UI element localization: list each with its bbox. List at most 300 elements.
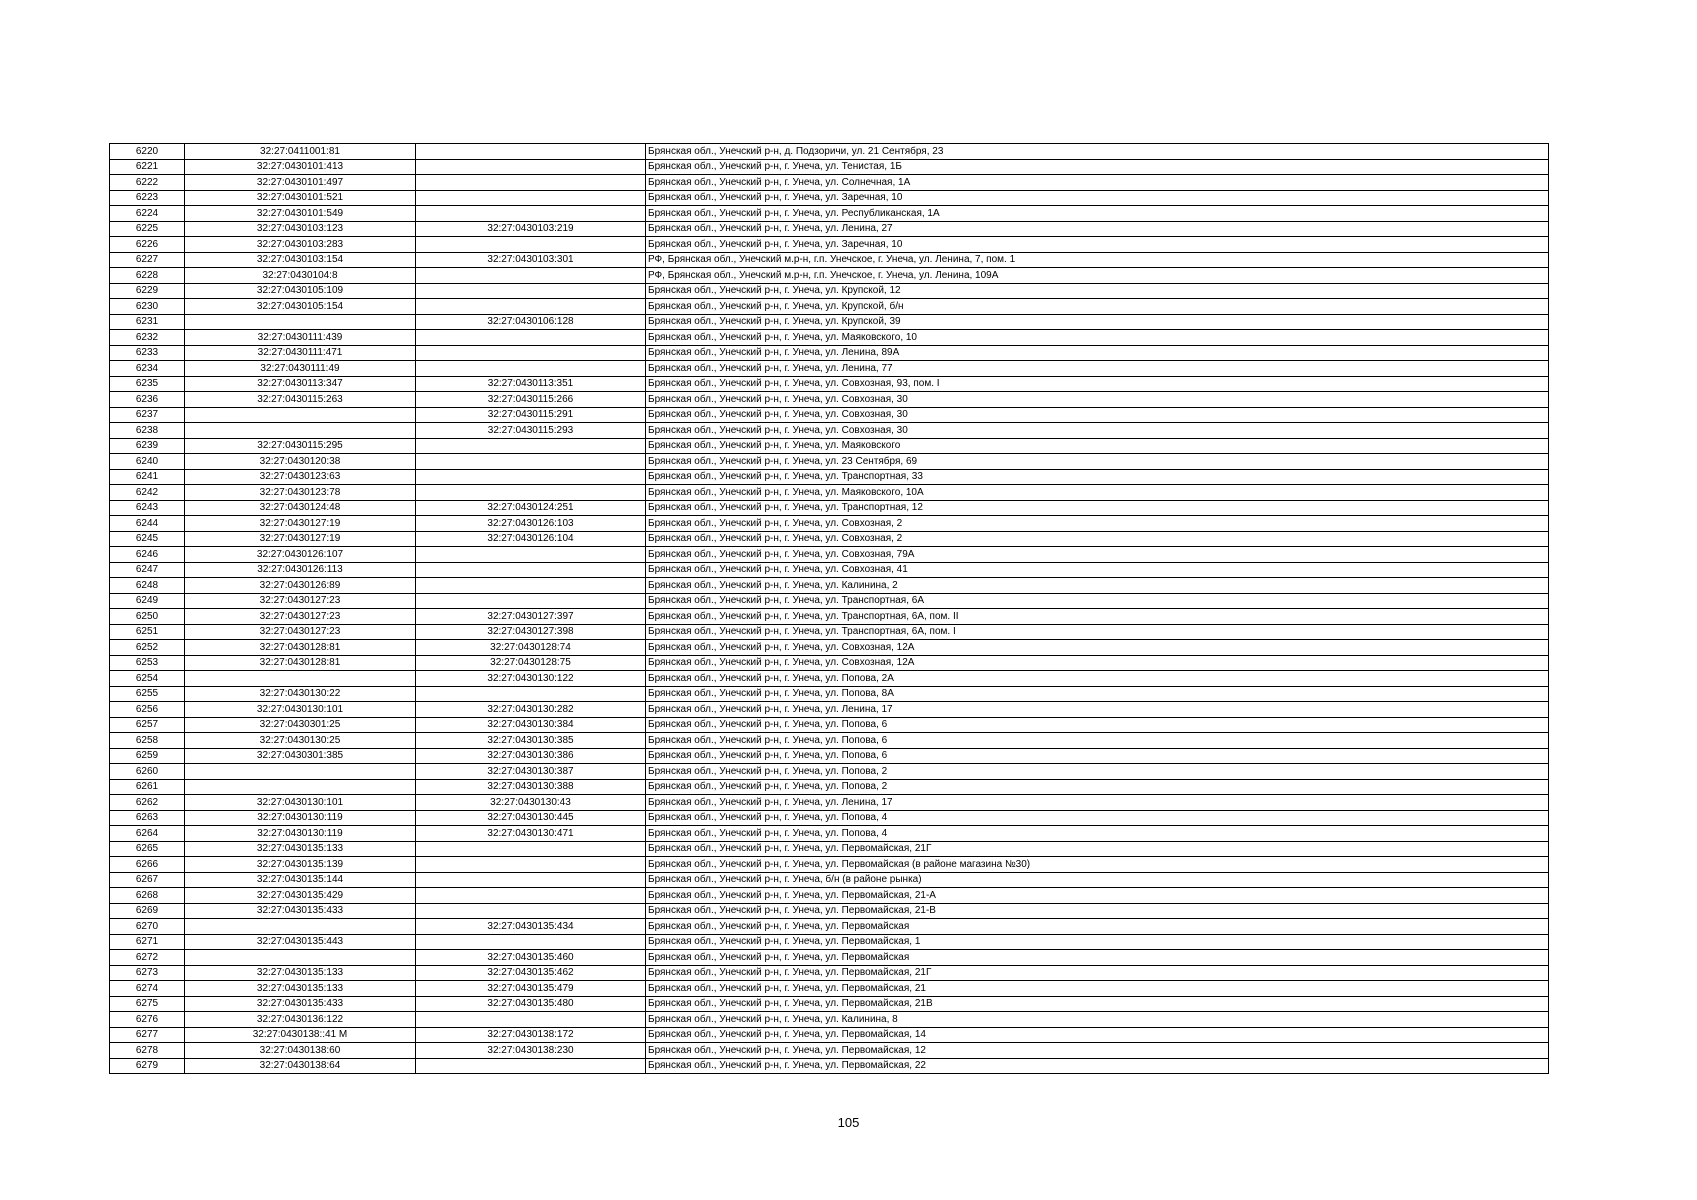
- cadastral-number-object-cell: 32:27:0430115:291: [416, 407, 646, 423]
- table-row: [110, 283, 1549, 299]
- address-cell: Брянская обл., Унечский р-н, г. Унеча, ул. Попова, 4: [646, 826, 1549, 842]
- address-cell: Брянская обл., Унечский р-н, г. Унеча, ул. Первомайская, 21В: [646, 996, 1549, 1012]
- table-row: [110, 221, 1549, 237]
- row-number-cell: 6250: [110, 609, 185, 625]
- table-row: [110, 702, 1549, 718]
- row-number-cell: 6270: [110, 919, 185, 935]
- cadastral-number-parcel-cell: 32:27:0430123:63: [185, 469, 416, 485]
- cadastral-number-object-cell: 32:27:0430113:351: [416, 376, 646, 392]
- row-number-cell: 6234: [110, 361, 185, 377]
- cadastral-number-parcel-cell: 32:27:0430135:433: [185, 903, 416, 919]
- cadastral-number-parcel-cell: 32:27:0430101:413: [185, 159, 416, 175]
- table-body: [110, 144, 1549, 1074]
- table-row: [110, 299, 1549, 315]
- address-cell: Брянская обл., Унечский р-н, г. Унеча, ул. Маяковского, 10: [646, 330, 1549, 346]
- table-row: [110, 252, 1549, 268]
- table-row: [110, 593, 1549, 609]
- table-row: [110, 454, 1549, 470]
- row-number-cell: 6233: [110, 345, 185, 361]
- address-cell: Брянская обл., Унечский р-н, г. Унеча, ул. Первомайская: [646, 950, 1549, 966]
- table-row: [110, 903, 1549, 919]
- row-number-cell: 6269: [110, 903, 185, 919]
- cadastral-number-parcel-cell: 32:27:0430111:439: [185, 330, 416, 346]
- table-row: [110, 888, 1549, 904]
- cadastral-number-parcel-cell: 32:27:0430111:471: [185, 345, 416, 361]
- cadastral-number-parcel-cell: 32:27:0430138::41 М: [185, 1027, 416, 1043]
- row-number-cell: 6261: [110, 779, 185, 795]
- cadastral-number-parcel-cell: 32:27:0430126:107: [185, 547, 416, 563]
- address-cell: Брянская обл., Унечский р-н, г. Унеча, ул. Первомайская, 22: [646, 1058, 1549, 1074]
- cadastral-number-parcel-cell: 32:27:0430130:101: [185, 702, 416, 718]
- table-row: [110, 361, 1549, 377]
- address-cell: Брянская обл., Унечский р-н, г. Унеча, ул. Совхозная, 79А: [646, 547, 1549, 563]
- address-cell: Брянская обл., Унечский р-н, г. Унеча, ул. Совхозная, 41: [646, 562, 1549, 578]
- row-number-cell: 6227: [110, 252, 185, 268]
- address-cell: РФ, Брянская обл., Унечский м.р-н, г.п. Унечское, г. Унеча, ул. Ленина, 109А: [646, 268, 1549, 284]
- row-number-cell: 6242: [110, 485, 185, 501]
- address-cell: Брянская обл., Унечский р-н, г. Унеча, ул. Первомайская, 21-А: [646, 888, 1549, 904]
- row-number-cell: 6252: [110, 640, 185, 656]
- address-cell: Брянская обл., Унечский р-н, г. Унеча, ул. Первомайская (в районе магазина №30): [646, 857, 1549, 873]
- cadastral-number-object-cell: 32:27:0430126:104: [416, 531, 646, 547]
- table-row: [110, 764, 1549, 780]
- table-row: [110, 1027, 1549, 1043]
- address-cell: Брянская обл., Унечский р-н, г. Унеча, ул. Совхозная, 12А: [646, 655, 1549, 671]
- address-cell: Брянская обл., Унечский р-н, г. Унеча, ул. Крупской, 12: [646, 283, 1549, 299]
- cadastral-number-object-cell: 32:27:0430130:388: [416, 779, 646, 795]
- table-row: [110, 655, 1549, 671]
- row-number-cell: 6235: [110, 376, 185, 392]
- cadastral-number-object-cell: [416, 578, 646, 594]
- cadastral-number-object-cell: [416, 469, 646, 485]
- row-number-cell: 6245: [110, 531, 185, 547]
- address-cell: Брянская обл., Унечский р-н, г. Унеча, ул. Первомайская, 21Г: [646, 965, 1549, 981]
- cadastral-table: [109, 143, 1549, 1074]
- table-row: [110, 919, 1549, 935]
- table-row: [110, 516, 1549, 532]
- address-cell: Брянская обл., Унечский р-н, г. Унеча, ул. Совхозная, 12А: [646, 640, 1549, 656]
- row-number-cell: 6271: [110, 934, 185, 950]
- cadastral-number-parcel-cell: 32:27:0430130:119: [185, 826, 416, 842]
- cadastral-number-object-cell: 32:27:0430128:75: [416, 655, 646, 671]
- row-number-cell: 6259: [110, 748, 185, 764]
- cadastral-number-parcel-cell: 32:27:0430130:25: [185, 733, 416, 749]
- row-number-cell: 6236: [110, 392, 185, 408]
- row-number-cell: 6241: [110, 469, 185, 485]
- cadastral-number-object-cell: [416, 330, 646, 346]
- row-number-cell: 6266: [110, 857, 185, 873]
- address-cell: Брянская обл., Унечский р-н, г. Унеча, ул. Попова, 6: [646, 717, 1549, 733]
- cadastral-number-parcel-cell: 32:27:0430103:123: [185, 221, 416, 237]
- row-number-cell: 6276: [110, 1012, 185, 1028]
- page-number: 105: [837, 1115, 860, 1130]
- row-number-cell: 6273: [110, 965, 185, 981]
- cadastral-number-object-cell: [416, 857, 646, 873]
- table-row: [110, 268, 1549, 284]
- cadastral-number-object-cell: [416, 175, 646, 191]
- cadastral-number-parcel-cell: 32:27:0430135:433: [185, 996, 416, 1012]
- row-number-cell: 6223: [110, 190, 185, 206]
- cadastral-number-object-cell: [416, 888, 646, 904]
- table-row: [110, 733, 1549, 749]
- cadastral-number-object-cell: [416, 237, 646, 253]
- cadastral-number-parcel-cell: 32:27:0430124:48: [185, 500, 416, 516]
- cadastral-number-parcel-cell: 32:27:0430113:347: [185, 376, 416, 392]
- row-number-cell: 6237: [110, 407, 185, 423]
- row-number-cell: 6253: [110, 655, 185, 671]
- row-number-cell: 6262: [110, 795, 185, 811]
- cadastral-number-parcel-cell: 32:27:0430126:89: [185, 578, 416, 594]
- table-row: [110, 144, 1549, 160]
- address-cell: Брянская обл., Унечский р-н, г. Унеча, ул. Попова, 6: [646, 733, 1549, 749]
- cadastral-number-object-cell: 32:27:0430135:479: [416, 981, 646, 997]
- cadastral-number-parcel-cell: 32:27:0430104:8: [185, 268, 416, 284]
- row-number-cell: 6274: [110, 981, 185, 997]
- cadastral-number-object-cell: 32:27:0430130:471: [416, 826, 646, 842]
- table-row: [110, 686, 1549, 702]
- row-number-cell: 6220: [110, 144, 185, 160]
- cadastral-number-object-cell: 32:27:0430127:397: [416, 609, 646, 625]
- cadastral-number-parcel-cell: [185, 671, 416, 687]
- address-cell: Брянская обл., Унечский р-н, г. Унеча, ул. Тенистая, 1Б: [646, 159, 1549, 175]
- cadastral-number-parcel-cell: 32:27:0430135:429: [185, 888, 416, 904]
- table-row: [110, 438, 1549, 454]
- address-cell: Брянская обл., Унечский р-н, г. Унеча, ул. Транспортная, 33: [646, 469, 1549, 485]
- address-cell: Брянская обл., Унечский р-н, г. Унеча, ул. Транспортная, 6А, пом. II: [646, 609, 1549, 625]
- cadastral-number-parcel-cell: [185, 779, 416, 795]
- cadastral-number-parcel-cell: [185, 423, 416, 439]
- cadastral-number-object-cell: [416, 361, 646, 377]
- cadastral-number-object-cell: 32:27:0430130:445: [416, 810, 646, 826]
- cadastral-number-object-cell: 32:27:0430103:301: [416, 252, 646, 268]
- table-row: [110, 407, 1549, 423]
- cadastral-number-parcel-cell: 32:27:0430115:263: [185, 392, 416, 408]
- cadastral-number-object-cell: [416, 841, 646, 857]
- address-cell: Брянская обл., Унечский р-н, г. Унеча, ул. Заречная, 10: [646, 190, 1549, 206]
- table-row: [110, 485, 1549, 501]
- cadastral-number-parcel-cell: 32:27:0430105:154: [185, 299, 416, 315]
- cadastral-number-object-cell: 32:27:0430106:128: [416, 314, 646, 330]
- cadastral-number-parcel-cell: 32:27:0430130:22: [185, 686, 416, 702]
- table-row: [110, 640, 1549, 656]
- cadastral-number-object-cell: [416, 190, 646, 206]
- row-number-cell: 6257: [110, 717, 185, 733]
- row-number-cell: 6239: [110, 438, 185, 454]
- address-cell: Брянская обл., Унечский р-н, г. Унеча, ул. Республиканская, 1А: [646, 206, 1549, 222]
- cadastral-number-object-cell: [416, 903, 646, 919]
- cadastral-number-object-cell: [416, 206, 646, 222]
- cadastral-number-parcel-cell: 32:27:0430135:133: [185, 841, 416, 857]
- cadastral-number-parcel-cell: 32:27:0430123:78: [185, 485, 416, 501]
- cadastral-number-object-cell: 32:27:0430130:387: [416, 764, 646, 780]
- cadastral-number-object-cell: 32:27:0430135:460: [416, 950, 646, 966]
- cadastral-number-parcel-cell: 32:27:0430135:139: [185, 857, 416, 873]
- cadastral-number-object-cell: [416, 562, 646, 578]
- cadastral-number-object-cell: 32:27:0430138:230: [416, 1043, 646, 1059]
- table-row: [110, 423, 1549, 439]
- cadastral-number-object-cell: 32:27:0430130:386: [416, 748, 646, 764]
- table-row: [110, 965, 1549, 981]
- address-cell: Брянская обл., Унечский р-н, г. Унеча, ул. Транспортная, 6А: [646, 593, 1549, 609]
- row-number-cell: 6279: [110, 1058, 185, 1074]
- row-number-cell: 6268: [110, 888, 185, 904]
- table-row: [110, 826, 1549, 842]
- cadastral-number-object-cell: [416, 872, 646, 888]
- cadastral-number-object-cell: [416, 268, 646, 284]
- row-number-cell: 6222: [110, 175, 185, 191]
- row-number-cell: 6224: [110, 206, 185, 222]
- cadastral-number-parcel-cell: 32:27:0430127:23: [185, 609, 416, 625]
- cadastral-number-object-cell: 32:27:0430103:219: [416, 221, 646, 237]
- cadastral-number-object-cell: [416, 159, 646, 175]
- row-number-cell: 6263: [110, 810, 185, 826]
- address-cell: Брянская обл., Унечский р-н, г. Унеча, ул. Попова, 2: [646, 779, 1549, 795]
- table-row: [110, 190, 1549, 206]
- address-cell: Брянская обл., Унечский р-н, г. Унеча, ул. Маяковского: [646, 438, 1549, 454]
- row-number-cell: 6265: [110, 841, 185, 857]
- cadastral-number-parcel-cell: 32:27:0430136:122: [185, 1012, 416, 1028]
- table-row: [110, 562, 1549, 578]
- cadastral-number-object-cell: 32:27:0430135:434: [416, 919, 646, 935]
- address-cell: Брянская обл., Унечский р-н, г. Унеча, ул. Попова, 2А: [646, 671, 1549, 687]
- row-number-cell: 6275: [110, 996, 185, 1012]
- cadastral-number-object-cell: 32:27:0430115:266: [416, 392, 646, 408]
- address-cell: Брянская обл., Унечский р-н, г. Унеча, ул. Попова, 4: [646, 810, 1549, 826]
- cadastral-number-parcel-cell: 32:27:0430115:295: [185, 438, 416, 454]
- address-cell: Брянская обл., Унечский р-н, г. Унеча, ул. Крупской, 39: [646, 314, 1549, 330]
- row-number-cell: 6226: [110, 237, 185, 253]
- cadastral-number-parcel-cell: 32:27:0430103:154: [185, 252, 416, 268]
- table-row: [110, 314, 1549, 330]
- table-row: [110, 578, 1549, 594]
- address-cell: Брянская обл., Унечский р-н, г. Унеча, ул. Ленина, 77: [646, 361, 1549, 377]
- cadastral-number-parcel-cell: 32:27:0430135:144: [185, 872, 416, 888]
- address-cell: Брянская обл., Унечский р-н, г. Унеча, ул. Попова, 2: [646, 764, 1549, 780]
- cadastral-number-object-cell: 32:27:0430130:384: [416, 717, 646, 733]
- table-row: [110, 671, 1549, 687]
- cadastral-number-object-cell: 32:27:0430130:43: [416, 795, 646, 811]
- address-cell: Брянская обл., Унечский р-н, г. Унеча, ул. Ленина, 27: [646, 221, 1549, 237]
- cadastral-number-parcel-cell: 32:27:0430126:113: [185, 562, 416, 578]
- cadastral-number-parcel-cell: 32:27:0430301:385: [185, 748, 416, 764]
- address-cell: Брянская обл., Унечский р-н, г. Унеча, ул. Первомайская, 21: [646, 981, 1549, 997]
- address-cell: Брянская обл., Унечский р-н, г. Унеча, ул. Совхозная, 30: [646, 407, 1549, 423]
- cadastral-number-parcel-cell: 32:27:0430127:23: [185, 593, 416, 609]
- address-cell: Брянская обл., Унечский р-н, г. Унеча, ул. Совхозная, 93, пом. I: [646, 376, 1549, 392]
- cadastral-number-parcel-cell: 32:27:0430101:521: [185, 190, 416, 206]
- row-number-cell: 6231: [110, 314, 185, 330]
- table-row: [110, 159, 1549, 175]
- table-row: [110, 547, 1549, 563]
- row-number-cell: 6232: [110, 330, 185, 346]
- table-row: [110, 531, 1549, 547]
- address-cell: Брянская обл., Унечский р-н, г. Унеча, ул. Первомайская, 1: [646, 934, 1549, 950]
- cadastral-number-parcel-cell: [185, 950, 416, 966]
- cadastral-number-parcel-cell: 32:27:0411001:81: [185, 144, 416, 160]
- cadastral-number-parcel-cell: [185, 407, 416, 423]
- row-number-cell: 6243: [110, 500, 185, 516]
- table-row: [110, 469, 1549, 485]
- cadastral-number-parcel-cell: 32:27:0430105:109: [185, 283, 416, 299]
- table-row: [110, 345, 1549, 361]
- row-number-cell: 6238: [110, 423, 185, 439]
- cadastral-number-object-cell: 32:27:0430138:172: [416, 1027, 646, 1043]
- cadastral-number-parcel-cell: 32:27:0430120:38: [185, 454, 416, 470]
- table-row: [110, 857, 1549, 873]
- cadastral-number-object-cell: [416, 1012, 646, 1028]
- cadastral-number-parcel-cell: 32:27:0430127:19: [185, 516, 416, 532]
- cadastral-number-object-cell: 32:27:0430126:103: [416, 516, 646, 532]
- cadastral-number-object-cell: [416, 547, 646, 563]
- row-number-cell: 6230: [110, 299, 185, 315]
- table-row: [110, 996, 1549, 1012]
- address-cell: Брянская обл., Унечский р-н, г. Унеча, ул. Калинина, 8: [646, 1012, 1549, 1028]
- cadastral-number-object-cell: [416, 144, 646, 160]
- cadastral-number-parcel-cell: 32:27:0430135:443: [185, 934, 416, 950]
- row-number-cell: 6277: [110, 1027, 185, 1043]
- cadastral-number-object-cell: [416, 283, 646, 299]
- cadastral-number-object-cell: [416, 438, 646, 454]
- cadastral-number-parcel-cell: [185, 764, 416, 780]
- row-number-cell: 6247: [110, 562, 185, 578]
- table-row: [110, 810, 1549, 826]
- table-row: [110, 795, 1549, 811]
- table-row: [110, 841, 1549, 857]
- address-cell: Брянская обл., Унечский р-н, г. Унеча, ул. 23 Сентября, 69: [646, 454, 1549, 470]
- cadastral-number-object-cell: 32:27:0430135:462: [416, 965, 646, 981]
- address-cell: Брянская обл., Унечский р-н, г. Унеча, ул. Совхозная, 2: [646, 531, 1549, 547]
- table-row: [110, 392, 1549, 408]
- row-number-cell: 6244: [110, 516, 185, 532]
- address-cell: Брянская обл., Унечский р-н, г. Унеча, ул. Крупской, б/н: [646, 299, 1549, 315]
- cadastral-number-object-cell: [416, 686, 646, 702]
- cadastral-number-parcel-cell: 32:27:0430101:549: [185, 206, 416, 222]
- cadastral-number-parcel-cell: 32:27:0430135:133: [185, 965, 416, 981]
- cadastral-number-parcel-cell: 32:27:0430101:497: [185, 175, 416, 191]
- cadastral-number-object-cell: [416, 454, 646, 470]
- row-number-cell: 6251: [110, 624, 185, 640]
- cadastral-number-parcel-cell: 32:27:0430130:101: [185, 795, 416, 811]
- row-number-cell: 6248: [110, 578, 185, 594]
- cadastral-number-parcel-cell: 32:27:0430128:81: [185, 655, 416, 671]
- cadastral-number-object-cell: [416, 593, 646, 609]
- cadastral-number-parcel-cell: 32:27:0430138:64: [185, 1058, 416, 1074]
- cadastral-number-object-cell: 32:27:0430124:251: [416, 500, 646, 516]
- row-number-cell: 6221: [110, 159, 185, 175]
- address-cell: Брянская обл., Унечский р-н, г. Унеча, ул. Первомайская, 21-В: [646, 903, 1549, 919]
- row-number-cell: 6225: [110, 221, 185, 237]
- row-number-cell: 6260: [110, 764, 185, 780]
- cadastral-number-parcel-cell: 32:27:0430301:25: [185, 717, 416, 733]
- table-row: [110, 950, 1549, 966]
- cadastral-number-object-cell: [416, 299, 646, 315]
- address-cell: РФ, Брянская обл., Унечский м.р-н, г.п. Унечское, г. Унеча, ул. Ленина, 7, пом. 1: [646, 252, 1549, 268]
- cadastral-number-object-cell: [416, 485, 646, 501]
- address-cell: Брянская обл., Унечский р-н, г. Унеча, б/н (в районе рынка): [646, 872, 1549, 888]
- address-cell: Брянская обл., Унечский р-н, г. Унеча, ул. Попова, 8А: [646, 686, 1549, 702]
- table-row: [110, 376, 1549, 392]
- cadastral-number-object-cell: 32:27:0430130:282: [416, 702, 646, 718]
- address-cell: Брянская обл., Унечский р-н, д. Подзоричи, ул. 21 Сентября, 23: [646, 144, 1549, 160]
- address-cell: Брянская обл., Унечский р-н, г. Унеча, ул. Первомайская, 12: [646, 1043, 1549, 1059]
- cadastral-number-parcel-cell: 32:27:0430127:19: [185, 531, 416, 547]
- address-cell: Брянская обл., Унечский р-н, г. Унеча, ул. Совхозная, 30: [646, 423, 1549, 439]
- table-row: [110, 717, 1549, 733]
- table-row: [110, 934, 1549, 950]
- address-cell: Брянская обл., Унечский р-н, г. Унеча, ул. Ленина, 89А: [646, 345, 1549, 361]
- table-row: [110, 609, 1549, 625]
- address-cell: Брянская обл., Унечский р-н, г. Унеча, ул. Первомайская: [646, 919, 1549, 935]
- row-number-cell: 6228: [110, 268, 185, 284]
- row-number-cell: 6278: [110, 1043, 185, 1059]
- address-cell: Брянская обл., Унечский р-н, г. Унеча, ул. Попова, 6: [646, 748, 1549, 764]
- address-cell: Брянская обл., Унечский р-н, г. Унеча, ул. Совхозная, 30: [646, 392, 1549, 408]
- table-row: [110, 237, 1549, 253]
- cadastral-number-parcel-cell: 32:27:0430111:49: [185, 361, 416, 377]
- address-cell: Брянская обл., Унечский р-н, г. Унеча, ул. Совхозная, 2: [646, 516, 1549, 532]
- cadastral-number-object-cell: 32:27:0430130:385: [416, 733, 646, 749]
- cadastral-number-parcel-cell: 32:27:0430130:119: [185, 810, 416, 826]
- table-row: [110, 779, 1549, 795]
- cadastral-number-object-cell: 32:27:0430128:74: [416, 640, 646, 656]
- table-row: [110, 1058, 1549, 1074]
- address-cell: Брянская обл., Унечский р-н, г. Унеча, ул. Первомайская, 21Г: [646, 841, 1549, 857]
- address-cell: Брянская обл., Унечский р-н, г. Унеча, ул. Заречная, 10: [646, 237, 1549, 253]
- table-row: [110, 206, 1549, 222]
- table-row: [110, 872, 1549, 888]
- row-number-cell: 6240: [110, 454, 185, 470]
- table-row: [110, 1043, 1549, 1059]
- cadastral-number-parcel-cell: [185, 919, 416, 935]
- cadastral-number-parcel-cell: 32:27:0430128:81: [185, 640, 416, 656]
- table-row: [110, 624, 1549, 640]
- row-number-cell: 6258: [110, 733, 185, 749]
- address-cell: Брянская обл., Унечский р-н, г. Унеча, ул. Первомайская, 14: [646, 1027, 1549, 1043]
- table-row: [110, 981, 1549, 997]
- row-number-cell: 6256: [110, 702, 185, 718]
- table-row: [110, 748, 1549, 764]
- cadastral-number-parcel-cell: 32:27:0430103:283: [185, 237, 416, 253]
- table-row: [110, 1012, 1549, 1028]
- cadastral-number-object-cell: 32:27:0430127:398: [416, 624, 646, 640]
- row-number-cell: 6249: [110, 593, 185, 609]
- cadastral-number-object-cell: 32:27:0430135:480: [416, 996, 646, 1012]
- table-row: [110, 330, 1549, 346]
- cadastral-number-object-cell: 32:27:0430115:293: [416, 423, 646, 439]
- cadastral-number-object-cell: [416, 345, 646, 361]
- row-number-cell: 6267: [110, 872, 185, 888]
- cadastral-number-object-cell: [416, 1058, 646, 1074]
- table-row: [110, 500, 1549, 516]
- cadastral-number-parcel-cell: [185, 314, 416, 330]
- cadastral-number-parcel-cell: 32:27:0430135:133: [185, 981, 416, 997]
- address-cell: Брянская обл., Унечский р-н, г. Унеча, ул. Калинина, 2: [646, 578, 1549, 594]
- address-cell: Брянская обл., Унечский р-н, г. Унеча, ул. Солнечная, 1А: [646, 175, 1549, 191]
- address-cell: Брянская обл., Унечский р-н, г. Унеча, ул. Ленина, 17: [646, 702, 1549, 718]
- table-row: [110, 175, 1549, 191]
- cadastral-number-object-cell: 32:27:0430130:122: [416, 671, 646, 687]
- address-cell: Брянская обл., Унечский р-н, г. Унеча, ул. Транспортная, 12: [646, 500, 1549, 516]
- address-cell: Брянская обл., Унечский р-н, г. Унеча, ул. Маяковского, 10А: [646, 485, 1549, 501]
- address-cell: Брянская обл., Унечский р-н, г. Унеча, ул. Ленина, 17: [646, 795, 1549, 811]
- row-number-cell: 6272: [110, 950, 185, 966]
- row-number-cell: 6264: [110, 826, 185, 842]
- row-number-cell: 6254: [110, 671, 185, 687]
- cadastral-number-object-cell: [416, 934, 646, 950]
- cadastral-number-parcel-cell: 32:27:0430138:60: [185, 1043, 416, 1059]
- address-cell: Брянская обл., Унечский р-н, г. Унеча, ул. Транспортная, 6А, пом. I: [646, 624, 1549, 640]
- cadastral-number-parcel-cell: 32:27:0430127:23: [185, 624, 416, 640]
